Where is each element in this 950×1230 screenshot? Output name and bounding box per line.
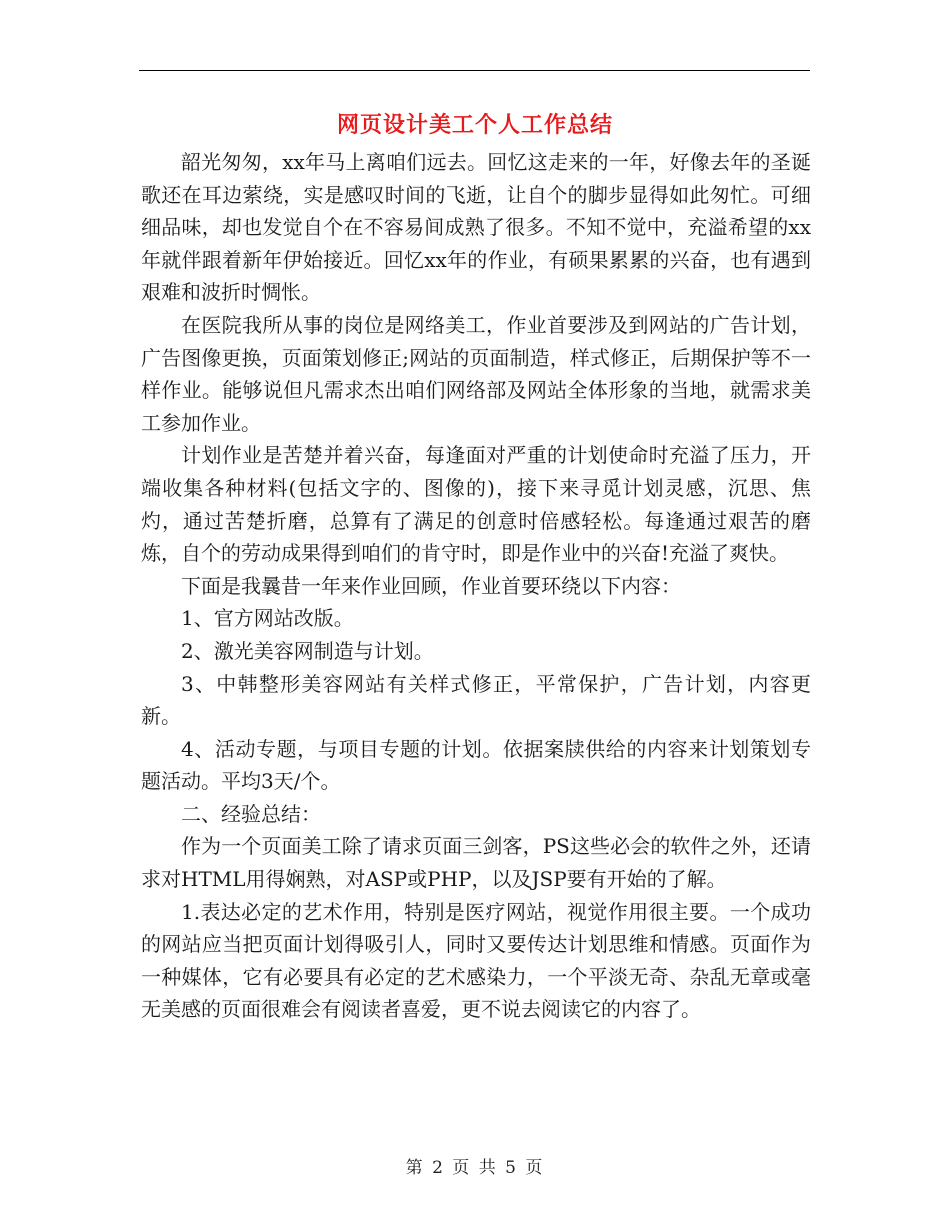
paragraph: 作为一个页面美工除了请求页面三剑客，PS这些必会的软件之外，还请求对HTML用得娴熟，对ASP或PHP，以及JSP要有开始的了解。 — [141, 834, 811, 892]
document-title: 网页设计美工个人工作总结 — [336, 112, 613, 138]
paragraph: 在医院我所从事的岗位是网络美工，作业首要涉及到网站的广告计划，广告图像更换，页面策划修正;网站的页面制造，样式修正，后期保护等不一样作业。能够说但凡需求杰出咱们网络部及网站全体形象的当地，就需求美工参加作业。 — [141, 312, 811, 435]
paragraph: 计划作业是苦楚并着兴奋，每逢面对严重的计划使命时充溢了压力，开端收集各种材料(包括文字的、图像的)，接下来寻觅计划灵感，沉思、焦灼，通过苦楚折磨，总算有了满足的创意时倍感轻松。每逢通过艰苦的磨炼，自个的劳动成果得到咱们的肯守时，即是作业中的兴奋!充溢了爽快。 — [141, 443, 811, 566]
list-item: 4、活动专题，与项目专题的计划。依据案牍供给的内容来计划策划专题活动。平均3天/个。 — [141, 736, 811, 794]
list-item: 2、激光美容网制造与计划。 — [181, 638, 434, 663]
section-heading: 二、经验总结： — [181, 801, 321, 826]
paragraph: 1.表达必定的艺术作用，特别是医疗网站，视觉作用很主要。一个成功的网站应当把页面计划得吸引人，同时又要传达计划思维和情感。页面作为一种媒体，它有必要具有必定的艺术感染力，一个平淡无奇、杂乱无章或毫无美感的页面很难会有阅读者喜爱，更不说去阅读它的内容了。 — [141, 899, 811, 1022]
header-rule — [139, 70, 810, 71]
paragraph: 下面是我曩昔一年来作业回顾，作业首要环绕以下内容： — [181, 573, 681, 598]
page-footer: 第 2 页 共 5 页 — [405, 1158, 545, 1178]
list-item: 1、官方网站改版。 — [181, 606, 354, 631]
paragraph: 韶光匆匆，xx年马上离咱们远去。回忆这走来的一年，好像去年的圣诞歌还在耳边萦绕，实是感叹时间的飞逝，让自个的脚步显得如此匆忙。可细细品味，却也发觉自个在不容易间成熟了很多。不知不觉中，充溢希望的xx年就伴跟着新年伊始接近。回忆xx年的作业，有硕果累累的兴奋，也有遇到艰难和波折时惆怅。 — [141, 150, 811, 305]
document-body — [141, 146, 811, 1026]
list-item: 3、中韩整形美容网站有关样式修正，平常保护，广告计划，内容更新。 — [141, 671, 811, 729]
